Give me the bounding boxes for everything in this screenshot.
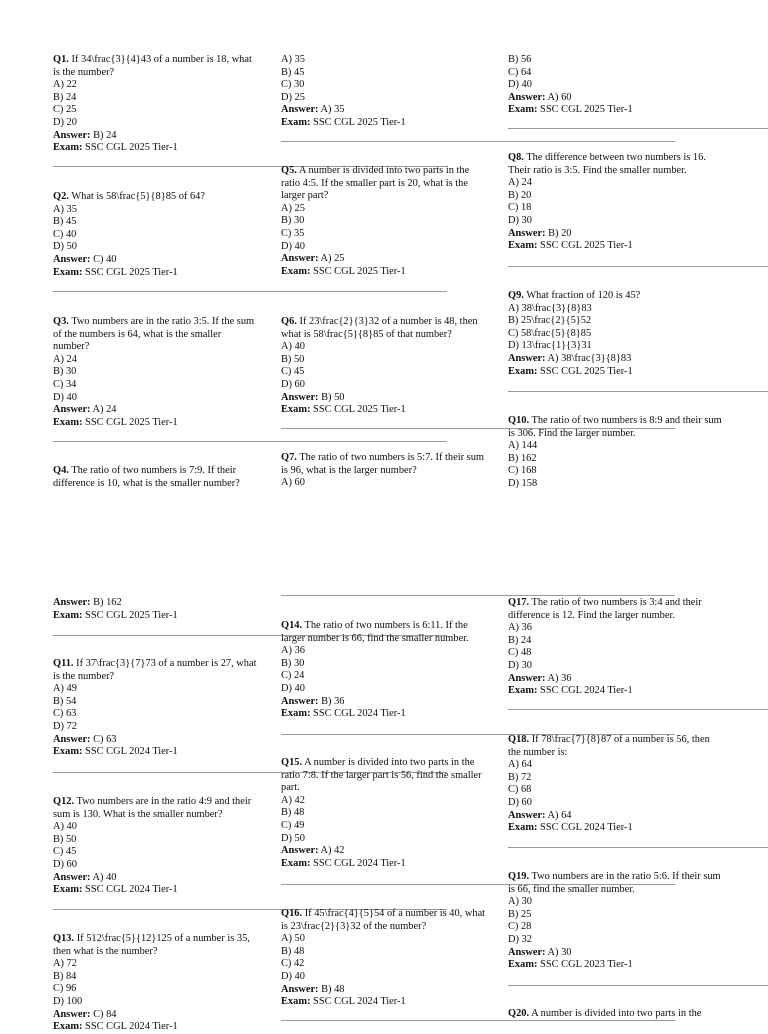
option: A) 50 (281, 933, 305, 945)
question-block-q20 (508, 1008, 723, 1021)
exam-line: Exam: SSC CGL 2024 Tier-1 (53, 884, 178, 896)
question-block-q3 (53, 316, 258, 429)
option: B) 25 (508, 908, 532, 920)
question-text: Q4. The ratio of two numbers is 7:9. If their difference is 10, what is the smaller number? (53, 465, 240, 489)
option: B) 162 (508, 452, 537, 464)
answer-line: Answer: C) 63 (53, 733, 117, 745)
continuation-block (508, 54, 723, 117)
exam-line: Exam: SSC CGL 2025 Tier-1 (53, 266, 178, 278)
continuation-block (281, 54, 486, 130)
question-text: Q18. If 78\frac{7}{8}87 of a number is 56, then the number is: (508, 734, 710, 758)
option: B) 48 (281, 807, 305, 819)
answer-line: Answer: C) 84 (53, 1008, 117, 1020)
option: A) 144 (508, 440, 538, 452)
answer-line: Answer: B) 36 (281, 695, 345, 707)
option: B) 48 (281, 945, 305, 957)
question-block-q17 (508, 597, 723, 698)
question-text: Q20. A number is divided into two parts in the (508, 1008, 702, 1019)
option: C) 24 (281, 670, 305, 682)
answer-line: Answer: A) 24 (53, 404, 117, 416)
exam-line: Exam: SSC CGL 2024 Tier-1 (281, 708, 406, 720)
option: C) 45 (53, 846, 77, 858)
option: A) 49 (53, 683, 77, 695)
exam-line: Exam: SSC CGL 2025 Tier-1 (53, 416, 178, 428)
question-text: Q8. The difference between two numbers is 16. Their ratio is 3:5. Find the smaller number. (508, 152, 706, 176)
question-block-q13 (53, 933, 263, 1034)
option: C) 49 (281, 819, 305, 831)
answer-line: Answer: A) 36 (508, 672, 572, 684)
option: D) 50 (281, 832, 305, 844)
option: B) 45 (281, 66, 305, 78)
option: B) 25\frac{2}{5}52 (508, 315, 592, 327)
answer-line: Answer: C) 40 (53, 253, 117, 265)
divider (508, 709, 768, 710)
question-block-q7 (281, 452, 486, 490)
option: C) 68 (508, 784, 532, 796)
exam-line: Exam: SSC CGL 2024 Tier-1 (508, 685, 633, 697)
exam-line: Exam: SSC CGL 2024 Tier-1 (281, 996, 406, 1008)
question-text: Q19. Two numbers are in the ratio 5:6. If their sum is 66, find the smaller number. (508, 871, 721, 895)
question-text: Q6. If 23\frac{2}{3}32 of a number is 48, then what is 58\frac{5}{8}85 of that number? (281, 316, 478, 340)
exam-line: Exam: SSC CGL 2025 Tier-1 (281, 116, 406, 128)
divider (508, 985, 768, 986)
option: A) 72 (53, 958, 77, 970)
question-text: Q9. What fraction of 120 is 45? (508, 290, 641, 301)
option: A) 36 (281, 645, 305, 657)
option: B) 24 (508, 634, 532, 646)
divider (281, 595, 675, 596)
question-text: Q5. A number is divided into two parts in the ratio 4:5. If the smaller part is 20, what is the larger part? (281, 165, 470, 202)
option: D) 60 (53, 858, 77, 870)
option: D) 25 (281, 91, 305, 103)
question-block-q5 (281, 165, 486, 278)
option: C) 45 (281, 366, 305, 378)
option: D) 40 (281, 240, 305, 252)
option: D) 13\frac{1}{3}31 (508, 340, 592, 352)
question-block-q1 (53, 54, 258, 155)
option: D) 30 (508, 659, 532, 671)
answer-line: Answer: A) 38\frac{3}{8}83 (508, 352, 632, 364)
option: B) 54 (53, 695, 77, 707)
option: D) 60 (281, 378, 305, 390)
option: D) 100 (53, 995, 83, 1007)
option: D) 40 (281, 970, 305, 982)
divider (508, 847, 768, 848)
option: D) 60 (508, 796, 532, 808)
answer-line: Answer: B) 20 (508, 227, 572, 239)
divider (508, 266, 768, 267)
divider (508, 128, 768, 129)
question-text: Q13. If 512\frac{5}{12}125 of a number is 35, then what is the number? (53, 933, 250, 957)
option: D) 40 (53, 391, 77, 403)
option: B) 20 (508, 189, 532, 201)
answer-line: Answer: A) 42 (281, 845, 345, 857)
option: A) 36 (508, 622, 532, 634)
answer-line: Answer: A) 35 (281, 104, 345, 116)
question-text: Q7. The ratio of two numbers is 5:7. If their sum is 96, what is the larger number? (281, 452, 484, 476)
question-text: Q16. If 45\frac{4}{5}54 of a number is 40, what is 23\frac{2}{3}32 of the number? (281, 908, 486, 932)
divider (53, 291, 447, 292)
answer-line: Answer: A) 25 (281, 253, 345, 265)
option: C) 30 (281, 79, 305, 91)
question-text: Q2. What is 58\frac{5}{8}85 of 64? (53, 191, 205, 202)
question-block-q6 (281, 316, 491, 417)
question-block-q4 (53, 465, 258, 490)
option: B) 50 (281, 353, 305, 365)
option: C) 40 (53, 228, 77, 240)
question-text: Q17. The ratio of two numbers is 3:4 and their difference is 12. Find the larger number. (508, 597, 702, 621)
option: A) 25 (281, 202, 305, 214)
option: C) 34 (53, 378, 77, 390)
question-block-q12 (53, 796, 263, 897)
exam-line: Exam: SSC CGL 2024 Tier-1 (53, 746, 178, 758)
option: C) 168 (508, 465, 537, 477)
option: C) 96 (53, 983, 77, 995)
exam-line: Exam: SSC CGL 2025 Tier-1 (508, 240, 633, 252)
question-block-q8 (508, 152, 723, 253)
answer-line: Answer: B) 24 (53, 129, 117, 141)
option: C) 28 (508, 921, 532, 933)
answer-line: Answer: A) 40 (53, 871, 117, 883)
option: C) 18 (508, 202, 532, 214)
question-text: Q15. A number is divided into two parts in the ratio 7:8. If the larger part is 56, find the smaller part. (281, 757, 482, 794)
option: C) 58\frac{5}{8}85 (508, 327, 592, 339)
question-block-q15 (281, 757, 491, 870)
exam-line: Exam: SSC CGL 2024 Tier-1 (53, 1021, 178, 1033)
option: D) 158 (508, 477, 538, 489)
answer-line: Answer: B) 162 (53, 597, 122, 608)
option: C) 64 (508, 66, 532, 78)
question-block-q16 (281, 908, 486, 1009)
question-text: Q1. If 34\frac{3}{4}43 of a number is 18, what is the number? (53, 54, 252, 78)
answer-block-q10 (53, 597, 258, 622)
question-block-q19 (508, 871, 723, 972)
answer-line: Answer: A) 30 (508, 946, 572, 958)
question-block-q9 (508, 290, 723, 378)
option: D) 40 (281, 682, 305, 694)
option: B) 30 (281, 657, 305, 669)
question-text: Q14. The ratio of two numbers is 6:11. If the larger number is 66, find the smaller number. (281, 620, 469, 644)
option: A) 22 (53, 79, 77, 91)
exam-line: Exam: SSC CGL 2024 Tier-1 (281, 857, 406, 869)
option: B) 45 (53, 216, 77, 228)
divider (53, 441, 447, 442)
option: D) 20 (53, 116, 77, 128)
option: C) 63 (53, 708, 77, 720)
question-block-q14 (281, 620, 486, 721)
option: B) 50 (53, 833, 77, 845)
question-text: Q3. Two numbers are in the ratio 3:5. If the sum of the numbers is 64, what is the smaller number? (53, 316, 255, 353)
exam-line: Exam: SSC CGL 2023 Tier-1 (508, 959, 633, 971)
option: A) 40 (53, 821, 77, 833)
option: A) 42 (281, 794, 305, 806)
option: A) 64 (508, 759, 532, 771)
divider (508, 391, 768, 392)
exam-line: Exam: SSC CGL 2025 Tier-1 (53, 609, 178, 621)
option: A) 35 (53, 203, 77, 215)
option: A) 24 (53, 353, 77, 365)
answer-line: Answer: A) 64 (508, 809, 572, 821)
question-text: Q12. Two numbers are in the ratio 4:9 and their sum is 130. What is the smaller number? (53, 796, 252, 820)
option: B) 56 (508, 54, 532, 65)
question-block-q11 (53, 658, 258, 759)
question-text: Q10. The ratio of two numbers is 8:9 and their sum is 306. Find the larger number. (508, 415, 722, 439)
question-block-q10 (508, 415, 723, 491)
exam-line: Exam: SSC CGL 2025 Tier-1 (281, 404, 406, 416)
option: B) 30 (281, 215, 305, 227)
option: D) 32 (508, 933, 532, 945)
option: D) 50 (53, 241, 77, 253)
question-block-q2 (53, 191, 258, 279)
exam-line: Exam: SSC CGL 2025 Tier-1 (508, 365, 633, 377)
option: A) 30 (508, 896, 532, 908)
option: B) 72 (508, 771, 532, 783)
option: B) 84 (53, 970, 77, 982)
answer-line: Answer: B) 48 (281, 983, 345, 995)
option: D) 40 (508, 79, 532, 91)
question-text: Q11. If 37\frac{3}{7}73 of a number is 27, what is the number? (53, 658, 257, 682)
option: C) 25 (53, 104, 77, 116)
option: A) 60 (281, 477, 305, 489)
answer-line: Answer: A) 60 (508, 91, 572, 103)
option: B) 30 (53, 366, 77, 378)
option: C) 42 (281, 958, 305, 970)
answer-line: Answer: B) 50 (281, 391, 345, 403)
exam-line: Exam: SSC CGL 2025 Tier-1 (508, 104, 633, 116)
exam-line: Exam: SSC CGL 2025 Tier-1 (281, 265, 406, 277)
option: A) 24 (508, 177, 532, 189)
option: C) 48 (508, 647, 532, 659)
exam-line: Exam: SSC CGL 2024 Tier-1 (508, 822, 633, 834)
option: A) 35 (281, 54, 305, 65)
option: D) 30 (508, 214, 532, 226)
option: B) 24 (53, 91, 77, 103)
option: A) 38\frac{3}{8}83 (508, 302, 592, 314)
option: D) 72 (53, 720, 77, 732)
question-block-q18 (508, 734, 723, 835)
divider (281, 141, 675, 142)
option: C) 35 (281, 227, 305, 239)
exam-line: Exam: SSC CGL 2025 Tier-1 (53, 142, 178, 154)
option: A) 40 (281, 341, 305, 353)
